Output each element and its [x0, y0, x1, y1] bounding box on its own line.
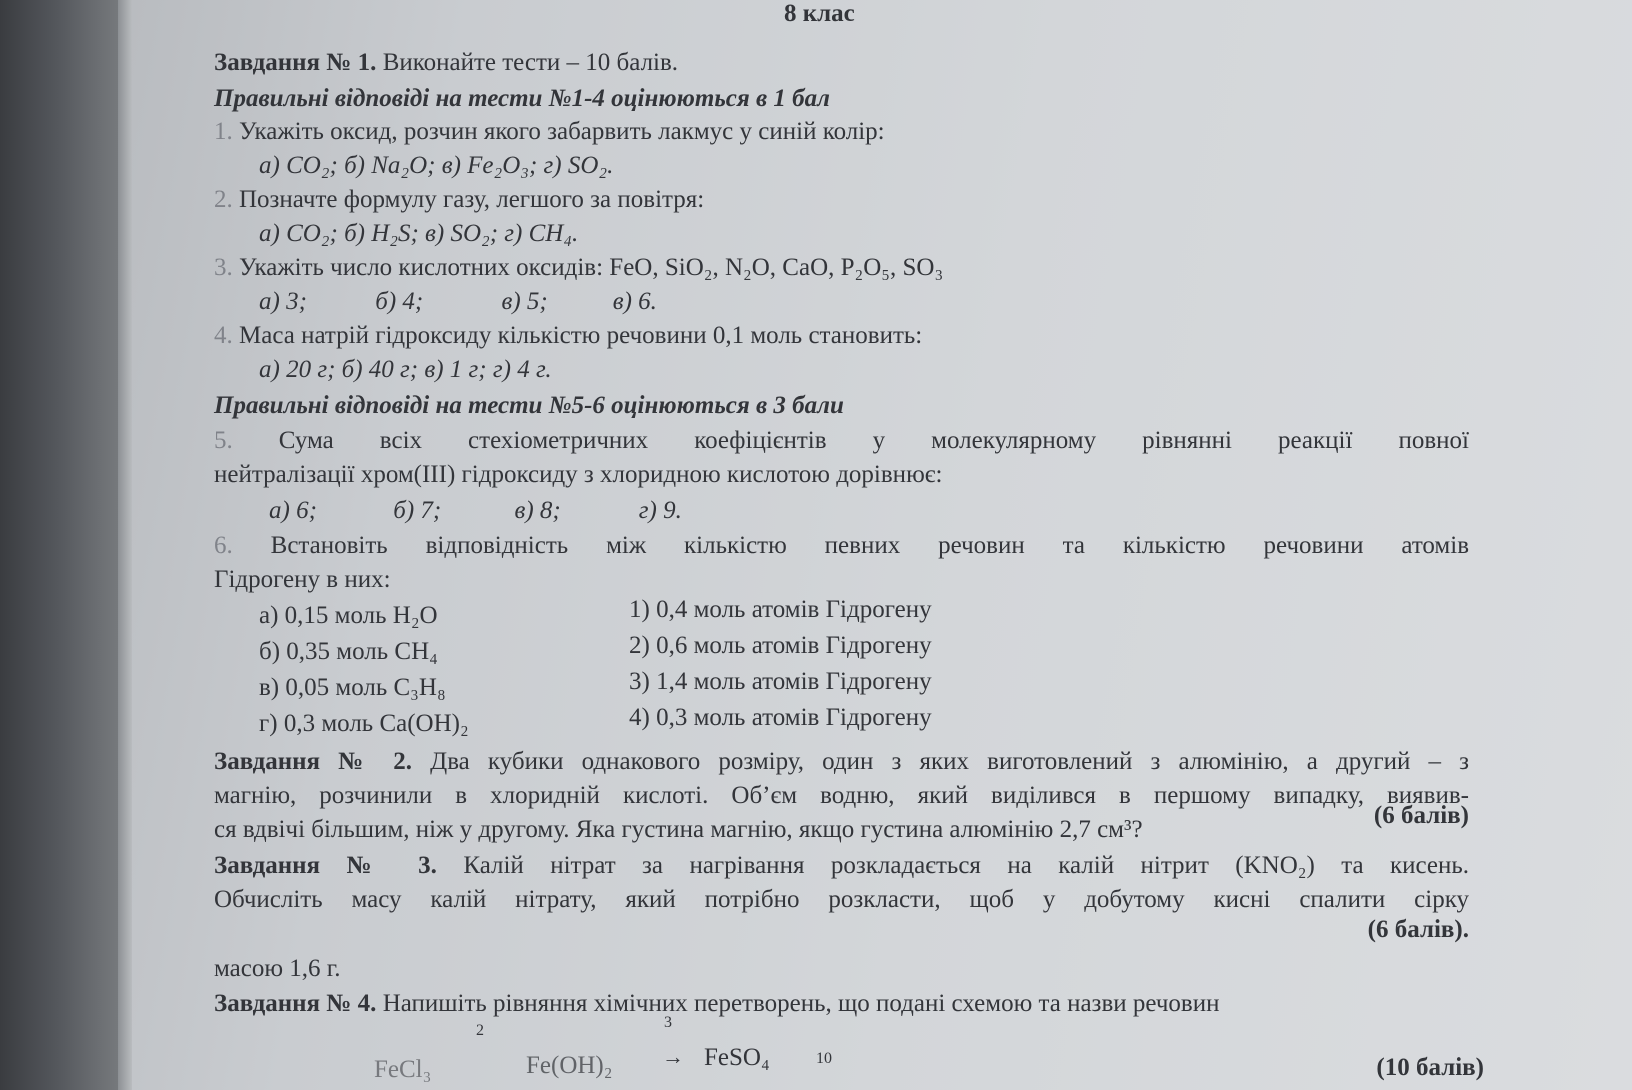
q6-left-c: в) 0,05 моль C₃H₈ [259, 674, 446, 701]
task3-label: Завдання № 3. [214, 852, 437, 879]
q5-option-d: г) 9. [638, 497, 682, 524]
grade-heading: 8 клас [784, 0, 855, 27]
q3-option-d: в) 6. [612, 288, 657, 315]
question-3 [214, 254, 943, 282]
task2-label: Завдання № 2. [214, 748, 413, 775]
question-2 [214, 186, 704, 214]
question-5-line1 [214, 427, 1469, 455]
task2-text-line1: Два кубики однакового розміру, один з яких виготовлений з алюмінію, а другий – з [430, 748, 1470, 775]
scheme-step-3: 3 [664, 1014, 672, 1031]
question-4 [214, 322, 922, 350]
q6-text-line1: Встановіть відповідність між кількістю певних речовин та кількістю речовини атомів [270, 532, 1470, 559]
task1-heading [214, 49, 678, 77]
task2-points: (6 балів) [1373, 802, 1469, 829]
task4-label: Завдання № 4. [214, 990, 377, 1017]
q3-options [259, 288, 657, 316]
question-1 [214, 118, 885, 146]
scheme-arrow-icon: → [662, 1044, 684, 1069]
task3-text-line1: Калій нітрат за нагрівання розкладається на калій нітрит (KNO₂) та кисень. [463, 852, 1470, 879]
scheme-substance-2: Fe(OH)₂ [526, 1052, 613, 1079]
q5-option-b: б) 7; [393, 497, 442, 524]
q1-text: Укажіть оксид, розчин якого забарвить лакмус у синій колір: [239, 118, 885, 145]
q6-right-1: 1) 0,4 моль атомів Гідрогену [629, 596, 932, 623]
task3-text-line3: масою 1,6 г. [214, 955, 341, 982]
q6-left-b: б) 0,35 моль CH₄ [259, 638, 438, 665]
section-a-note: Правильні відповіді на тести №1-4 оцінюються в 1 бал [214, 85, 830, 112]
q6-right-3: 3) 1,4 моль атомів Гідрогену [629, 668, 932, 695]
q2-number: 2. [214, 186, 233, 213]
scheme-step-2: 2 [476, 1022, 484, 1039]
q5-text-line2: нейтралізації хром(III) гідроксиду з хлоридною кислотою дорівнює: [214, 461, 943, 488]
q4-text: Маса натрій гідроксиду кількістю речовини 0,1 моль становить: [239, 322, 923, 349]
q1-number: 1. [214, 118, 233, 145]
q4-number: 4. [214, 322, 233, 349]
q5-option-a: а) 6; [269, 497, 317, 524]
q2-text: Позначте формулу газу, легшого за повітря: [239, 186, 705, 213]
task4-line1 [214, 990, 1219, 1018]
task3-line1 [214, 852, 1469, 880]
q6-matching-table [214, 596, 1214, 752]
q6-left-d: г) 0,3 моль Ca(OH)₂ [259, 710, 469, 737]
q4-options: а) 20 г; б) 40 г; в) 1 г; г) 4 г. [259, 356, 552, 383]
q1-options: а) CO₂; б) Na₂O; в) Fe₂O₃; г) SO₂. [259, 152, 614, 179]
section-b-note: Правильні відповіді на тести №5-6 оцінюються в 3 бали [214, 392, 844, 419]
q6-right-4: 4) 0,3 моль атомів Гідрогену [629, 704, 932, 731]
q5-option-c: в) 8; [514, 497, 561, 524]
paper-stack-edge [118, 0, 132, 1090]
q3-text: Укажіть число кислотних оксидів: FeO, SiO₂, N₂O, CaO, P₂O₅, SO₃ [239, 254, 944, 281]
q2-options: а) CO₂; б) H₂S; в) SO₂; г) CH₄. [259, 220, 579, 247]
worksheet-page [132, 0, 1632, 1090]
q6-number: 6. [214, 532, 233, 559]
q3-option-b: б) 4; [375, 288, 424, 315]
scheme-step-10: 10 [816, 1050, 832, 1067]
task3-text-line2: Обчисліть масу калій нітрату, який потрібно розкласти, щоб у добутому кисні спалити сірку [214, 886, 1469, 913]
task1-label: Завдання № 1. [214, 49, 377, 76]
task2-line3 [214, 802, 1469, 844]
binder-spine [0, 0, 130, 1090]
q6-right-2: 2) 0,6 моль атомів Гідрогену [629, 632, 932, 659]
q6-left-a: а) 0,15 моль H₂O [259, 602, 438, 629]
q3-option-a: а) 3; [259, 288, 307, 315]
q5-options [269, 497, 682, 525]
task2-text-line3: ся вдвічі більшим, ніж у другому. Яка густина магнію, якщо густина алюмінію 2,7 см³? [214, 816, 1143, 843]
q6-text-line2: Гідрогену в них: [214, 566, 391, 593]
q3-number: 3. [214, 254, 233, 281]
task4-scheme [214, 1014, 1484, 1090]
q3-option-c: в) 5; [501, 288, 548, 315]
q5-text-line1: Сума всіх стехіометричних коефіцієнтів у молекулярному рівнянні реакції повної [278, 427, 1469, 454]
task1-text: Виконайте тести – 10 балів. [382, 49, 679, 76]
q5-number: 5. [214, 427, 233, 454]
task4-points: (10 балів) [1376, 1054, 1484, 1081]
scheme-product: FeSO₄ [704, 1044, 770, 1071]
task4-text: Напишіть рівняння хімічних перетворень, що подані схемою та назви речовин [382, 990, 1220, 1017]
question-6-line1 [214, 532, 1469, 560]
scheme-substance-1: FeCl₃ [374, 1056, 432, 1083]
task2-line1 [214, 748, 1469, 776]
task3-points: (6 балів). [1367, 916, 1469, 943]
task2-text-line2: магнію, розчинили в хлоридній кислоті. Об’єм водню, який виділився в першому випадку, виявив- [214, 782, 1469, 809]
